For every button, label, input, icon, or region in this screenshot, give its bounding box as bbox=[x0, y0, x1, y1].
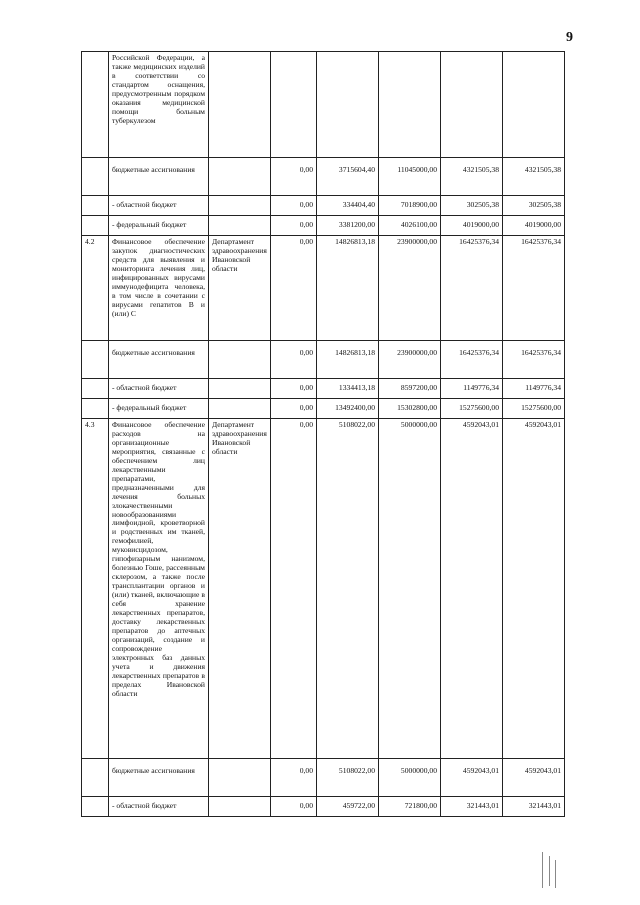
table-row bbox=[82, 399, 565, 419]
value-col-2: 14826813,18 bbox=[317, 341, 379, 379]
value-col-1: 0,00 bbox=[271, 341, 317, 379]
value-col-2: 334404,40 bbox=[317, 196, 379, 216]
value-col-4 bbox=[441, 52, 503, 158]
row-index bbox=[82, 341, 109, 379]
value-col-4: 302505,38 bbox=[441, 196, 503, 216]
value-col-5: 15275600,00 bbox=[503, 399, 565, 419]
row-name: бюджетные ассигнования bbox=[109, 341, 209, 379]
row-name: - федеральный бюджет bbox=[109, 216, 209, 236]
value-col-1: 0,00 bbox=[271, 379, 317, 399]
value-col-3: 5000000,00 bbox=[379, 419, 441, 759]
table-row bbox=[82, 52, 565, 158]
value-col-5: 4321505,38 bbox=[503, 158, 565, 196]
value-col-5: 4592043,01 bbox=[503, 419, 565, 759]
row-department bbox=[209, 52, 271, 158]
row-index bbox=[82, 759, 109, 797]
row-name: бюджетные ассигнования bbox=[109, 158, 209, 196]
value-col-5: 1149776,34 bbox=[503, 379, 565, 399]
row-index bbox=[82, 399, 109, 419]
value-col-4: 16425376,34 bbox=[441, 236, 503, 341]
page-number: 9 bbox=[566, 30, 573, 45]
value-col-3 bbox=[379, 52, 441, 158]
value-col-2: 5108022,00 bbox=[317, 759, 379, 797]
value-col-3: 7018900,00 bbox=[379, 196, 441, 216]
row-department: Департамент здравоохранения Ивановской области bbox=[209, 236, 271, 341]
value-col-2: 5108022,00 bbox=[317, 419, 379, 759]
table-row bbox=[82, 158, 565, 196]
row-name: - областной бюджет bbox=[109, 196, 209, 216]
row-department bbox=[209, 158, 271, 196]
row-department bbox=[209, 379, 271, 399]
row-department bbox=[209, 196, 271, 216]
row-department bbox=[209, 797, 271, 817]
value-col-4: 4592043,01 bbox=[441, 759, 503, 797]
value-col-1: 0,00 bbox=[271, 196, 317, 216]
table-row bbox=[82, 236, 565, 341]
row-name: - областной бюджет bbox=[109, 379, 209, 399]
value-col-3: 721800,00 bbox=[379, 797, 441, 817]
table-row bbox=[82, 196, 565, 216]
value-col-5: 321443,01 bbox=[503, 797, 565, 817]
row-index bbox=[82, 379, 109, 399]
row-department bbox=[209, 759, 271, 797]
value-col-4: 15275600,00 bbox=[441, 399, 503, 419]
value-col-1: 0,00 bbox=[271, 399, 317, 419]
value-col-3: 15302800,00 bbox=[379, 399, 441, 419]
value-col-2 bbox=[317, 52, 379, 158]
value-col-5: 16425376,34 bbox=[503, 341, 565, 379]
value-col-1: 0,00 bbox=[271, 216, 317, 236]
value-col-3: 23900000,00 bbox=[379, 341, 441, 379]
value-col-3: 23900000,00 bbox=[379, 236, 441, 341]
row-department: Департамент здравоохранения Ивановской области bbox=[209, 419, 271, 759]
value-col-5: 4019000,00 bbox=[503, 216, 565, 236]
value-col-2: 3381200,00 bbox=[317, 216, 379, 236]
value-col-2: 1334413,18 bbox=[317, 379, 379, 399]
value-col-2: 3715604,40 bbox=[317, 158, 379, 196]
row-name: - областной бюджет bbox=[109, 797, 209, 817]
value-col-1 bbox=[271, 52, 317, 158]
value-col-4: 321443,01 bbox=[441, 797, 503, 817]
value-col-1: 0,00 bbox=[271, 797, 317, 817]
value-col-4: 16425376,34 bbox=[441, 341, 503, 379]
value-col-2: 13492400,00 bbox=[317, 399, 379, 419]
row-name: Финансовое обеспечение закупок диагностических средств для выявления и мониторинга лечения лиц, инфицированных вирусами иммунодефицита человека, в том числе в сочетании с вирусами гепатитов В и (или) С bbox=[109, 236, 209, 341]
value-col-3: 5000000,00 bbox=[379, 759, 441, 797]
row-index bbox=[82, 216, 109, 236]
value-col-4: 4019000,00 bbox=[441, 216, 503, 236]
value-col-4: 4321505,38 bbox=[441, 158, 503, 196]
table-row bbox=[82, 341, 565, 379]
value-col-4: 4592043,01 bbox=[441, 419, 503, 759]
value-col-1: 0,00 bbox=[271, 759, 317, 797]
value-col-3: 4026100,00 bbox=[379, 216, 441, 236]
row-department bbox=[209, 399, 271, 419]
value-col-1: 0,00 bbox=[271, 419, 317, 759]
table-row bbox=[82, 379, 565, 399]
row-name: - федеральный бюджет bbox=[109, 399, 209, 419]
value-col-1: 0,00 bbox=[271, 236, 317, 341]
value-col-5: 4592043,01 bbox=[503, 759, 565, 797]
table-row bbox=[82, 797, 565, 817]
value-col-5: 302505,38 bbox=[503, 196, 565, 216]
row-index bbox=[82, 52, 109, 158]
row-name: Финансовое обеспечение расходов на организационные мероприятия, связанные с обеспечением лиц лекарственными препаратами, предназначенными для лечения больных злокачественными новообразованиями лимфоидной, кроветворной и родственных им тканей, гемофилией, муковисцидозом, гипофизарным нанизмом, болезнью Гоше, рассеянным склерозом, а также после трансплантации органов и (или) тканей, включающие в себя хранение лекарственных препаратов, доставку лекарственных препаратов до аптечных организаций, создание и сопровождение электронных баз данных учета и движения лекарственных препаратов в пределах Ивановской области bbox=[109, 419, 209, 759]
row-index: 4.3 bbox=[82, 419, 109, 759]
value-col-4: 1149776,34 bbox=[441, 379, 503, 399]
table-row bbox=[82, 759, 565, 797]
row-name: Российской Федерации, а также медицинских изделий в соответствии со стандартом оснащения, предусмотренным порядком оказания медицинской помощи больным туберкулезом bbox=[109, 52, 209, 158]
budget-table bbox=[81, 51, 565, 817]
row-name: бюджетные ассигнования bbox=[109, 759, 209, 797]
table-row bbox=[82, 419, 565, 759]
scan-artifact bbox=[540, 852, 560, 892]
row-department bbox=[209, 341, 271, 379]
row-index bbox=[82, 196, 109, 216]
value-col-3: 11045000,00 bbox=[379, 158, 441, 196]
row-department bbox=[209, 216, 271, 236]
value-col-2: 459722,00 bbox=[317, 797, 379, 817]
value-col-1: 0,00 bbox=[271, 158, 317, 196]
row-index: 4.2 bbox=[82, 236, 109, 341]
value-col-5: 16425376,34 bbox=[503, 236, 565, 341]
row-index bbox=[82, 797, 109, 817]
value-col-2: 14826813,18 bbox=[317, 236, 379, 341]
value-col-3: 8597200,00 bbox=[379, 379, 441, 399]
value-col-5 bbox=[503, 52, 565, 158]
row-index bbox=[82, 158, 109, 196]
table-row bbox=[82, 216, 565, 236]
